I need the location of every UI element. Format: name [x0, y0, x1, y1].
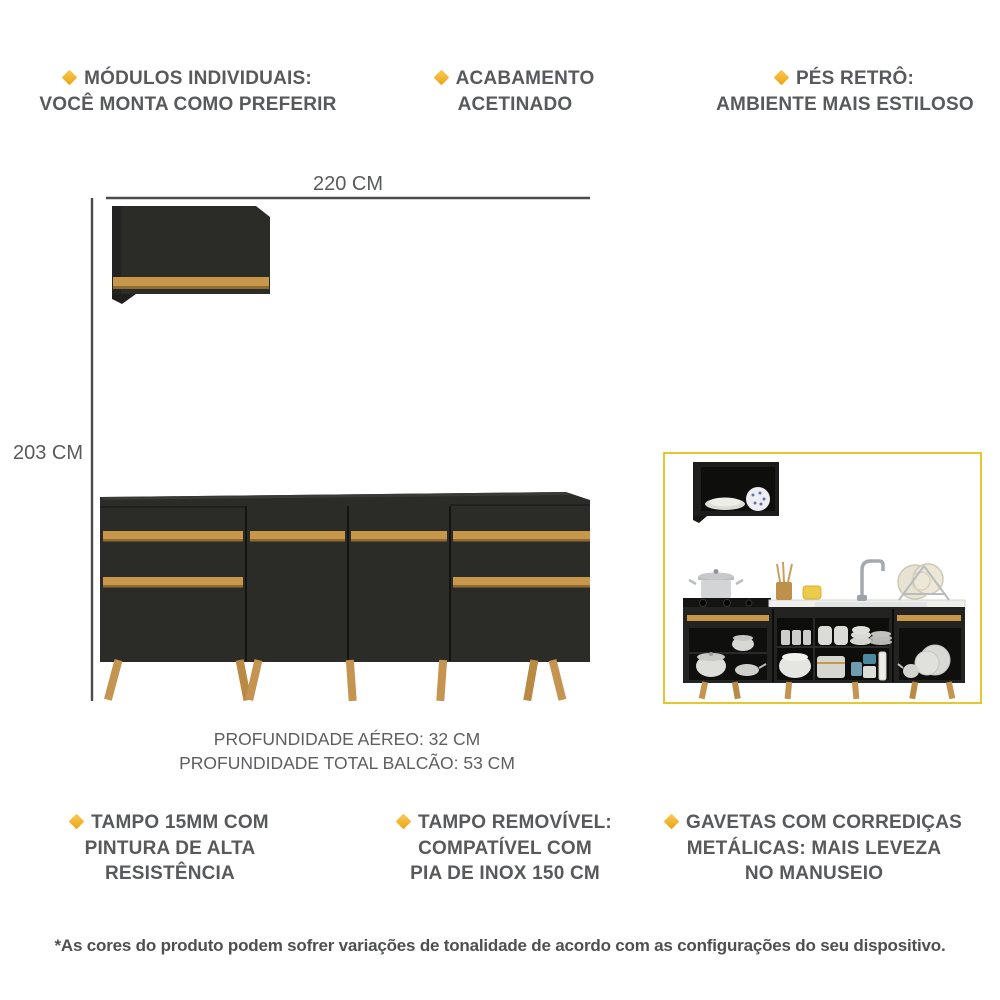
feature-tampo-15mm	[20, 810, 320, 887]
feature-line-2: ACETINADO	[457, 93, 573, 115]
patterned-bowl	[746, 487, 770, 511]
diamond-icon	[396, 814, 412, 830]
diamond-icon	[774, 70, 790, 86]
teapot	[903, 664, 919, 678]
feature-line-2: PINTURA DE ALTA	[84, 837, 256, 859]
diamond-icon	[433, 70, 449, 86]
utensil	[788, 564, 792, 582]
wood-leg	[104, 659, 122, 701]
wood-strip	[897, 615, 961, 621]
bowl-stack	[852, 626, 870, 634]
wood-strip-shadow	[250, 539, 345, 542]
wall-cabinet-strip-shadow	[113, 286, 269, 289]
feature-text: GAVETAS COM CORREDIÇAS	[685, 812, 963, 833]
bread-box	[817, 656, 845, 678]
feature-line-2: AMBIENTE MAIS ESTILOSO	[716, 93, 974, 115]
wood-leg	[436, 660, 447, 701]
burner	[700, 600, 707, 607]
wood-strip-shadow	[351, 539, 447, 542]
diamond-icon	[62, 70, 78, 86]
burner	[746, 600, 752, 606]
height-dimension	[13, 198, 92, 701]
color-disclaimer: *As cores do produto podem sofrer variações de tonalidade de acordo com as configurações do seu dispositivo.	[54, 936, 946, 955]
height-label: 203 CM	[12, 442, 84, 464]
feature-tampo-removivel	[355, 810, 655, 887]
depth-note-aereo: PROFUNDIDADE AÉREO: 32 CM	[213, 729, 481, 749]
cup	[781, 630, 790, 645]
big-bowl-rim	[782, 653, 808, 661]
feature-retro-feet	[695, 66, 995, 117]
feature-line-1	[664, 810, 964, 836]
wood-strip-shadow	[103, 539, 243, 542]
feature-text: TAMPO REMOVÍVEL:	[418, 812, 612, 833]
bowl-dot	[752, 494, 755, 497]
pot-knob	[709, 652, 713, 656]
width-label: 220 CM	[312, 173, 384, 195]
feature-line-2: VOCÊ MONTA COMO PREFERIR	[39, 93, 337, 115]
feature-line-3: RESISTÊNCIA	[105, 863, 235, 884]
sponge	[803, 586, 821, 599]
feature-gavetas-corredicas	[664, 810, 964, 887]
feature-satin-finish	[365, 66, 665, 117]
bread-box-trim	[817, 662, 845, 664]
wood-leg	[523, 659, 538, 701]
bowl-dot	[760, 503, 763, 506]
photo-counter	[683, 561, 965, 699]
faucet-base	[857, 595, 867, 601]
width-dimension	[106, 173, 590, 198]
white-canister	[863, 666, 876, 678]
bowl-dot	[754, 502, 757, 505]
wood-strip-shadow	[103, 585, 243, 588]
feature-text: TAMPO 15MM COM	[91, 812, 269, 833]
wood-leg	[785, 682, 792, 699]
feature-line-2: COMPATÍVEL COM	[418, 837, 592, 859]
wood-leg	[946, 681, 955, 699]
feature-individual-modules	[38, 66, 338, 117]
wood-strip-shadow	[453, 585, 590, 588]
diamond-icon	[664, 814, 680, 830]
photo-wall-shelf	[693, 462, 779, 523]
feature-text: MÓDULOS INDIVIDUAIS:	[84, 68, 312, 89]
pot-handle	[736, 580, 743, 584]
feature-line-3: NO MANUSEIO	[744, 863, 884, 884]
pot-knob	[714, 569, 719, 574]
canister	[834, 626, 848, 645]
wood-strip	[687, 615, 769, 621]
shelf-corner	[693, 516, 707, 523]
photo-legs	[699, 681, 956, 699]
utensil	[783, 562, 784, 582]
utensil	[777, 564, 780, 582]
feature-line-3: PIA DE INOX 150 CM	[410, 863, 600, 884]
feature-line-1	[38, 66, 338, 92]
diamond-icon	[69, 814, 85, 830]
bowl-dot	[759, 492, 762, 495]
cutting-board	[879, 652, 886, 680]
product-photo-frame	[663, 452, 982, 704]
wood-leg	[909, 681, 918, 699]
wood-leg	[549, 659, 567, 701]
wood-leg	[732, 681, 741, 699]
wood-leg	[852, 682, 859, 699]
feature-text: ACABAMENTO	[455, 68, 595, 89]
cup	[803, 630, 811, 645]
cup	[792, 630, 801, 645]
feature-line-1	[20, 810, 320, 836]
feature-line-1	[695, 66, 995, 92]
burner	[724, 600, 731, 607]
bowl-dot	[763, 498, 766, 501]
counter-legs	[104, 659, 566, 701]
feature-line-2: METÁLICAS: MAIS LEVEZA	[686, 837, 942, 859]
sink-basin	[815, 602, 927, 607]
utensil-holder	[776, 582, 792, 600]
pan	[735, 664, 759, 676]
shelf-divider	[689, 652, 767, 654]
feature-text: PÉS RETRÔ:	[795, 68, 915, 89]
serving-dish-rim	[709, 498, 741, 507]
blue-canister	[863, 654, 876, 664]
wood-leg	[245, 659, 262, 701]
pot-body	[701, 580, 731, 598]
wood-strip-shadow	[453, 539, 590, 542]
small-pot-lid	[733, 635, 753, 641]
wood-leg	[699, 681, 708, 699]
dimension-diagram	[0, 160, 660, 720]
plate-stack	[871, 631, 891, 637]
vertical-divider	[813, 618, 815, 680]
wood-leg	[346, 660, 357, 701]
counter-cabinet-drawing	[100, 492, 590, 701]
product-photo	[665, 454, 980, 702]
depth-notes	[97, 727, 597, 775]
pot-handle	[689, 580, 696, 584]
shelf-divider	[777, 646, 889, 648]
faucet	[862, 561, 883, 596]
feature-line-1	[365, 66, 665, 92]
wall-cabinet-drawing	[112, 206, 270, 304]
depth-note-balcao: PROFUNDIDADE TOTAL BALCÃO: 53 CM	[179, 753, 515, 773]
canister	[818, 626, 832, 645]
blue-cup	[851, 662, 862, 676]
feature-line-1	[355, 810, 655, 836]
wall-cabinet-bottom-corner	[112, 294, 136, 304]
